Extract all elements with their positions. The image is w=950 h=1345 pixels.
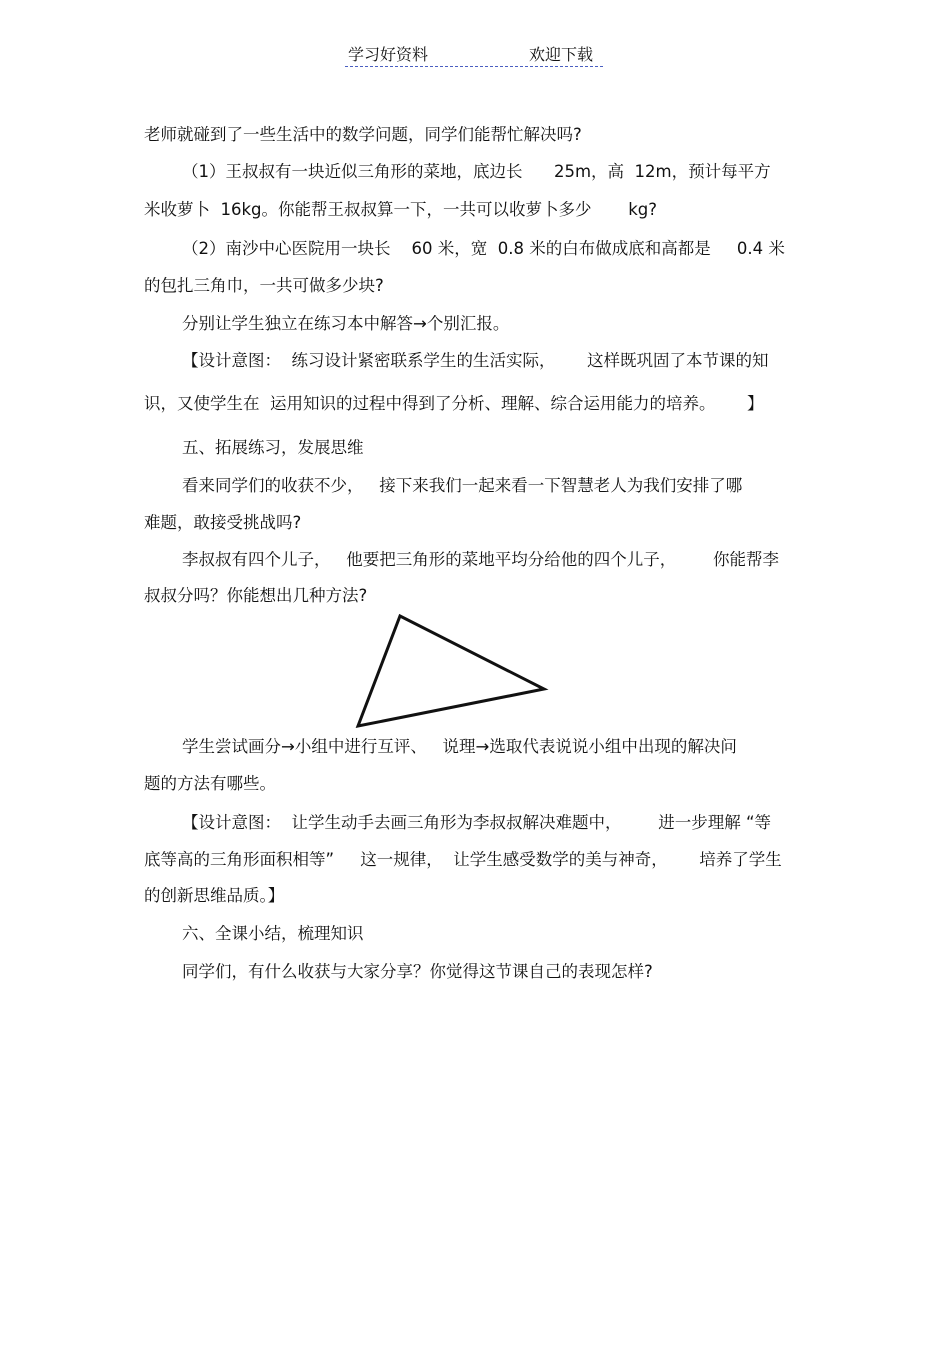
text-line: 叔叔分吗？你能想出几种方法? bbox=[144, 586, 368, 605]
text-line: （1）王叔叔有一块近似三角形的菜地，底边长 25m，高 12m，预计每平方 bbox=[182, 162, 771, 181]
text-line: 学生尝试画分→小组中进行互评、 说理→选取代表说说小组中出现的解决问 bbox=[182, 737, 737, 756]
text-line: 底等高的三角形面积相等” 这一规律， 让学生感受数学的美与神奇， 培养了学生 bbox=[144, 850, 782, 869]
text-line: 【设计意图： 让学生动手去画三角形为李叔叔解决难题中， 进一步理解 “等 bbox=[182, 813, 771, 832]
text-line: 的创新思维品质。】 bbox=[144, 886, 285, 905]
text-line: 题的方法有哪些。 bbox=[144, 774, 276, 793]
triangle-shape bbox=[358, 616, 544, 726]
text-line: 老师就碰到了一些生活中的数学问题，同学们能帮忙解决吗? bbox=[144, 125, 582, 144]
text-line: 分别让学生独立在练习本中解答→个别汇报。 bbox=[182, 314, 510, 333]
page-header bbox=[345, 40, 603, 67]
text-line: 【设计意图： 练习设计紧密联系学生的生活实际， 这样既巩固了本节课的知 bbox=[182, 351, 769, 370]
text-line: 米收萝卜 16kg。你能帮王叔叔算一下，一共可以收萝卜多少 kg? bbox=[144, 200, 658, 219]
text-line: 李叔叔有四个儿子， 他要把三角形的菜地平均分给他的四个儿子， 你能帮李 bbox=[182, 550, 779, 569]
section-heading: 五、拓展练习，发展思维 bbox=[182, 438, 364, 457]
text-line: 的包扎三角巾，一共可做多少块? bbox=[144, 276, 384, 295]
text-line: 看来同学们的收获不少， 接下来我们一起来看一下智慧老人为我们安排了哪 bbox=[182, 476, 743, 495]
triangle-figure bbox=[350, 610, 550, 735]
section-heading: 六、全课小结，梳理知识 bbox=[182, 924, 364, 943]
text-line: 同学们，有什么收获与大家分享？你觉得这节课自己的表现怎样? bbox=[182, 962, 653, 981]
header-right-text: 欢迎下载 bbox=[529, 45, 594, 64]
text-line: 难题，敢接受挑战吗? bbox=[144, 513, 302, 532]
header-left-text: 学习好资料 bbox=[348, 45, 429, 64]
text-line: 识，又使学生在 运用知识的过程中得到了分析、理解、综合运用能力的培养。 】 bbox=[144, 394, 764, 413]
text-line: （2）南沙中心医院用一块长 60 米，宽 0.8 米的白布做成底和高都是 0.4 米 bbox=[182, 239, 785, 258]
